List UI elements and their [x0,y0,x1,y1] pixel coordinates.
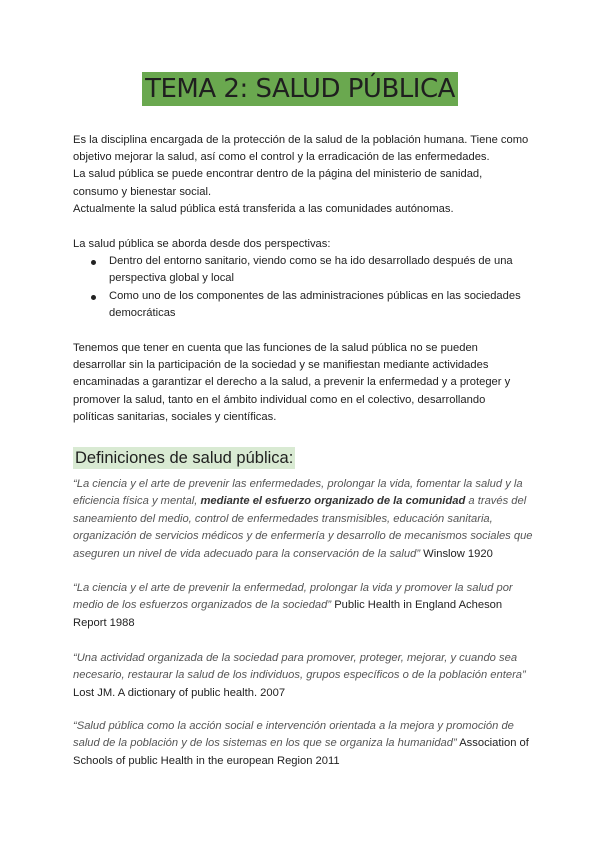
quote-line [73,493,535,510]
quote-source: Winslow 1920 [420,547,493,560]
text-line: Es la disciplina encargada de la protección de la salud de la población humana. Tiene como [73,134,529,146]
quote-line [73,546,535,563]
quote-emphasis: mediante el esfuerzo organizado de la comunidad [200,495,466,508]
page-title: TEMA 2: SALUD PÚBLICA [142,72,458,106]
text-line: democráticas [109,306,176,319]
text-line: promover la salud, tanto en el ámbito individual como en el colectivo, desarrollando [73,393,486,406]
text-line: Tenemos que tener en cuenta que las funciones de la salud pública no se pueden [73,342,478,354]
quote-line: “La ciencia y el arte de prevenir la enfermedad, prolongar la vida y promover la salud por [73,582,513,594]
quote-fragment: aseguren un nivel de vida adecuado para la conservación de la salud” [73,547,421,560]
definition-last [73,650,535,702]
quote-fragment: medio de los esfuerzos organizados de la sociedad” [73,599,332,612]
title-wrap [0,72,600,106]
quote-source: Association of [456,737,529,750]
definition-winslow [73,476,535,563]
quote-line [73,597,535,614]
quote-source: Report 1988 [73,616,135,629]
text-line: perspectiva global y local [109,272,234,285]
perspectives-list [73,253,533,322]
text-line: Actualmente la salud pública está transferida a las comunidades autónomas. [73,202,454,215]
text-line: La salud pública se puede encontrar dentro de la página del ministerio de sanidad, [73,168,483,181]
quote-source: Public Health in England Acheson [331,599,503,612]
quote-line [73,735,535,752]
definition-acheson [73,580,535,632]
text-line: políticas sanitarias, sociales y científicas. [73,410,277,423]
quote-fragment: eficiencia física y mental, [73,495,201,508]
definitions-heading-wrap [73,447,295,469]
quote-line: “Una actividad organizada de la sociedad para promover, proteger, mejorar, y cuando sea [73,652,518,664]
quote-line: “Salud pública como la acción social e intervención orientada a la mejora y promoción de [73,720,514,732]
text-line: objetivo mejorar la salud, así como el control y la erradicación de las enfermedades. [73,151,490,164]
text-line: desarrollar sin la participación de la sociedad y se manifiestan mediante actividades [73,359,489,372]
list-item [73,288,533,322]
quote-source: Lost JM. A dictionary of public health. 2007 [73,686,286,699]
quote-line: saneamiento del medio, control de enfermedades transmisibles, educación sanitaria, [73,512,493,525]
text-line: consumo y bienestar social. [73,185,212,198]
functions-paragraph [73,340,533,426]
text-line: Como uno de los componentes de las administraciones públicas en las sociedades [109,289,521,302]
text-line: Dentro del entorno sanitario, viendo como se ha ido desarrollado después de una [109,255,513,268]
quote-fragment: salud de la población y de los sistemas en los que se organiza la humanidad” [73,737,457,750]
quote-line: necesario, restaurar la salud de los individuos, grupos específicos o de la población entera” [73,669,526,682]
text-line: encaminadas a garantizar el derecho a la salud, a prevenir la enfermedad y a proteger y [73,376,511,389]
definition-aspher [73,718,535,770]
quote-line: “La ciencia y el arte de prevenir las enfermedades, prolongar la vida, fomentar la salud y la [73,478,523,490]
list-item [73,253,533,287]
perspectives-section [73,236,533,322]
quote-fragment: a través del [465,495,527,508]
definitions-heading: Definiciones de salud pública: [75,449,294,467]
perspectives-lead: La salud pública se aborda desde dos perspectivas: [73,238,331,250]
quote-line: organización de servicios médicos y de enfermería y desarrollo de mecanismos sociales que [73,530,533,543]
quote-source: Schools of public Health in the european Region 2011 [73,754,340,767]
intro-paragraph [73,132,533,218]
